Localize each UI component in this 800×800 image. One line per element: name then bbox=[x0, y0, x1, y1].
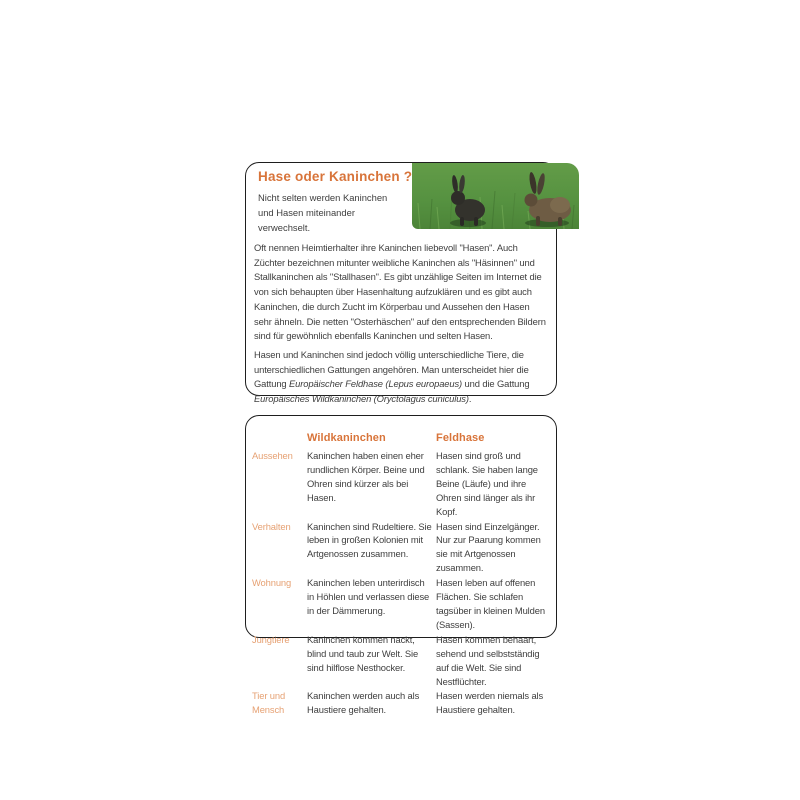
row-label-aussehen: Aussehen bbox=[252, 450, 293, 461]
row-label-wohnung: Wohnung bbox=[252, 577, 292, 589]
cell-verhalten-wildkaninchen: Kaninchen sind Rudeltiere. Sie leben in großen Kolonien mit Artgenossen zusammen. bbox=[307, 520, 432, 560]
paragraph-1: Oft nennen Heimtierhalter ihre Kaninchen liebevoll "Hasen". Auch Züchter bezeichnen mitunter weibliche Kaninchen als "Häsinnen" und Stallkaninchen als "Stallhasen". Es gibt unzählige Seiten im Internet die von sich behaupten über Hasenhaltung aufzuklären und es gibt auch Kaninchen, die durch Zucht im Körperbau und Aussehen den Hasen sehr ähneln. Die netten "Osterhäschen" auf den entsprechenden Bildern sind für gewöhnlich ebenfalls Kaninchen und selten Hasen. bbox=[254, 242, 546, 342]
card-title: Hase oder Kaninchen ? bbox=[258, 169, 413, 184]
cell-jungtiere-wildkaninchen: Kaninchen kommen nackt, blind und taub zur Welt. Sie sind hilflose Nesthocker. bbox=[307, 633, 419, 673]
paragraph-2-end: . bbox=[468, 393, 472, 405]
row-label-tier-und-mensch: Tier und Mensch bbox=[252, 690, 286, 716]
cell-jungtiere-feldhase: Hasen kommen behaart, sehend und selbstständig auf die Welt. Sie sind Nestflüchter. bbox=[436, 633, 540, 687]
hare-rabbit-photo bbox=[412, 163, 579, 229]
grass-photo-illustration bbox=[412, 163, 579, 229]
corner-cell bbox=[252, 431, 303, 449]
cell-verhalten-feldhase: Hasen sind Einzelgänger. Nur zur Paarung kommen sie mit Artgenossen zusammen. bbox=[436, 520, 541, 574]
card-header bbox=[246, 163, 556, 235]
comparison-table bbox=[246, 416, 556, 718]
row-label-jungtiere: Jungtiere bbox=[252, 633, 290, 645]
paragraph-2 bbox=[254, 348, 548, 407]
column-header-wildkaninchen: Wildkaninchen bbox=[307, 432, 386, 444]
paragraph-2-lead: Hasen und Kaninchen sind jedoch völlig unterschiedliche Tiere, die unterschiedlichen Gattungen angehören. Man unterscheidet hier die Gattung bbox=[254, 348, 529, 390]
row-label-verhalten: Verhalten bbox=[252, 520, 291, 532]
card-body bbox=[246, 235, 556, 407]
species-name-wildkaninchen: Europäisches Wildkaninchen (Oryctolagus cuniculus) bbox=[254, 393, 469, 405]
cell-wohnung-feldhase: Hasen leben auf offenen Flächen. Sie schlafen tagsüber in kleinen Mulden (Sassen). bbox=[436, 577, 545, 630]
card-intro: Nicht selten werden Kaninchen und Hasen miteinander verwechselt. bbox=[258, 192, 388, 233]
cell-aussehen-feldhase: Hasen sind groß und schlank. Sie haben lange Beine (Läufe) und ihre Ohren sind länger als ihr Kopf. bbox=[436, 450, 538, 517]
comparison-card bbox=[245, 415, 557, 716]
species-name-feldhase: Europäischer Feldhase (Lepus europaeus) bbox=[289, 378, 463, 390]
cell-tier-und-mensch-wildkaninchen: Kaninchen werden auch als Haustiere gehalten. bbox=[307, 690, 420, 716]
question-card bbox=[245, 162, 557, 405]
cell-aussehen-wildkaninchen: Kaninchen haben einen eher rundlichen Körper. Beine und Ohren sind kürzer als bei Hasen. bbox=[307, 450, 425, 503]
cell-wohnung-wildkaninchen: Kaninchen leben unterirdisch in Höhlen und verlassen diese in der Dämmerung. bbox=[307, 577, 430, 616]
column-header-feldhase: Feldhase bbox=[436, 432, 485, 444]
paragraph-2-middle: und die Gattung bbox=[462, 378, 530, 390]
card-header-text bbox=[246, 163, 412, 235]
cell-tier-und-mensch-feldhase: Hasen werden niemals als Haustiere gehalten. bbox=[436, 690, 544, 716]
